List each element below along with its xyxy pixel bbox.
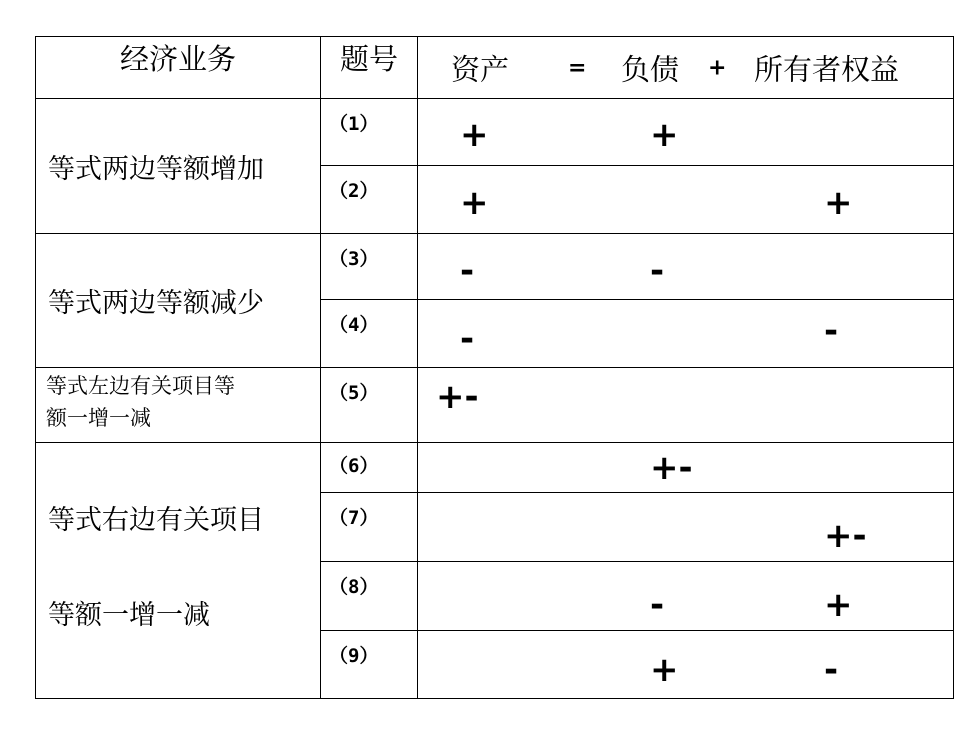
- header-equation: [418, 37, 954, 99]
- header-assets: 资产: [451, 52, 510, 86]
- question-number: （6）: [321, 443, 418, 493]
- business-group-4: [36, 443, 321, 699]
- accounting-equation-table: [35, 36, 954, 699]
- table-row: [36, 443, 954, 493]
- assets-sign: -: [460, 319, 475, 359]
- equation-cell: [418, 631, 954, 699]
- header-equity: 所有者权益: [754, 52, 900, 86]
- header-plus-sign: +: [708, 55, 727, 80]
- question-number: （3）: [321, 234, 418, 300]
- group-label: 等式两边等额增加: [48, 153, 264, 185]
- equity-sign: -: [824, 650, 839, 690]
- liabilities-sign: +: [650, 650, 679, 690]
- equation-cell: [418, 368, 954, 443]
- liabilities-sign: +-: [650, 448, 693, 488]
- header-equals-sign: =: [568, 55, 587, 80]
- group-label-line: 等式左边有关项目等: [46, 374, 235, 398]
- group-label-line: 等额一增一减: [48, 600, 210, 631]
- question-number: （9）: [321, 631, 418, 699]
- header-liabilities: 负债: [621, 52, 680, 86]
- equation-cell: [418, 443, 954, 493]
- liabilities-sign: +: [650, 115, 679, 155]
- question-number: （1）: [321, 99, 418, 166]
- liabilities-sign: -: [650, 585, 665, 625]
- group-label-line: 等式右边有关项目: [48, 505, 264, 536]
- group-label: 等式两边等额减少: [48, 288, 264, 319]
- equity-sign: +: [824, 183, 853, 223]
- assets-sign: +-: [436, 377, 479, 417]
- table-row: [36, 234, 954, 300]
- assets-sign: +: [460, 183, 489, 223]
- equation-cell: [418, 300, 954, 368]
- business-group-1: [36, 99, 321, 234]
- header-number: 题号: [321, 37, 418, 99]
- header-row: [36, 37, 954, 99]
- liabilities-sign: -: [650, 251, 665, 291]
- question-number: （4）: [321, 300, 418, 368]
- equation-cell: [418, 234, 954, 300]
- question-number: （8）: [321, 562, 418, 631]
- question-number: （5）: [321, 368, 418, 443]
- question-number: （7）: [321, 493, 418, 562]
- business-group-3: [36, 368, 321, 443]
- question-number: （2）: [321, 166, 418, 234]
- equation-cell: [418, 99, 954, 166]
- equation-cell: [418, 493, 954, 562]
- group-label-line: 额一增一减: [46, 406, 151, 430]
- equity-sign: +-: [824, 516, 867, 556]
- equity-sign: -: [824, 311, 839, 351]
- table-row: [36, 368, 954, 443]
- table-row: [36, 99, 954, 166]
- equation-cell: [418, 166, 954, 234]
- assets-sign: +: [460, 115, 489, 155]
- equity-sign: +: [824, 585, 853, 625]
- header-business: 经济业务: [36, 37, 321, 99]
- assets-sign: -: [460, 251, 475, 291]
- business-group-2: [36, 234, 321, 368]
- equation-cell: [418, 562, 954, 631]
